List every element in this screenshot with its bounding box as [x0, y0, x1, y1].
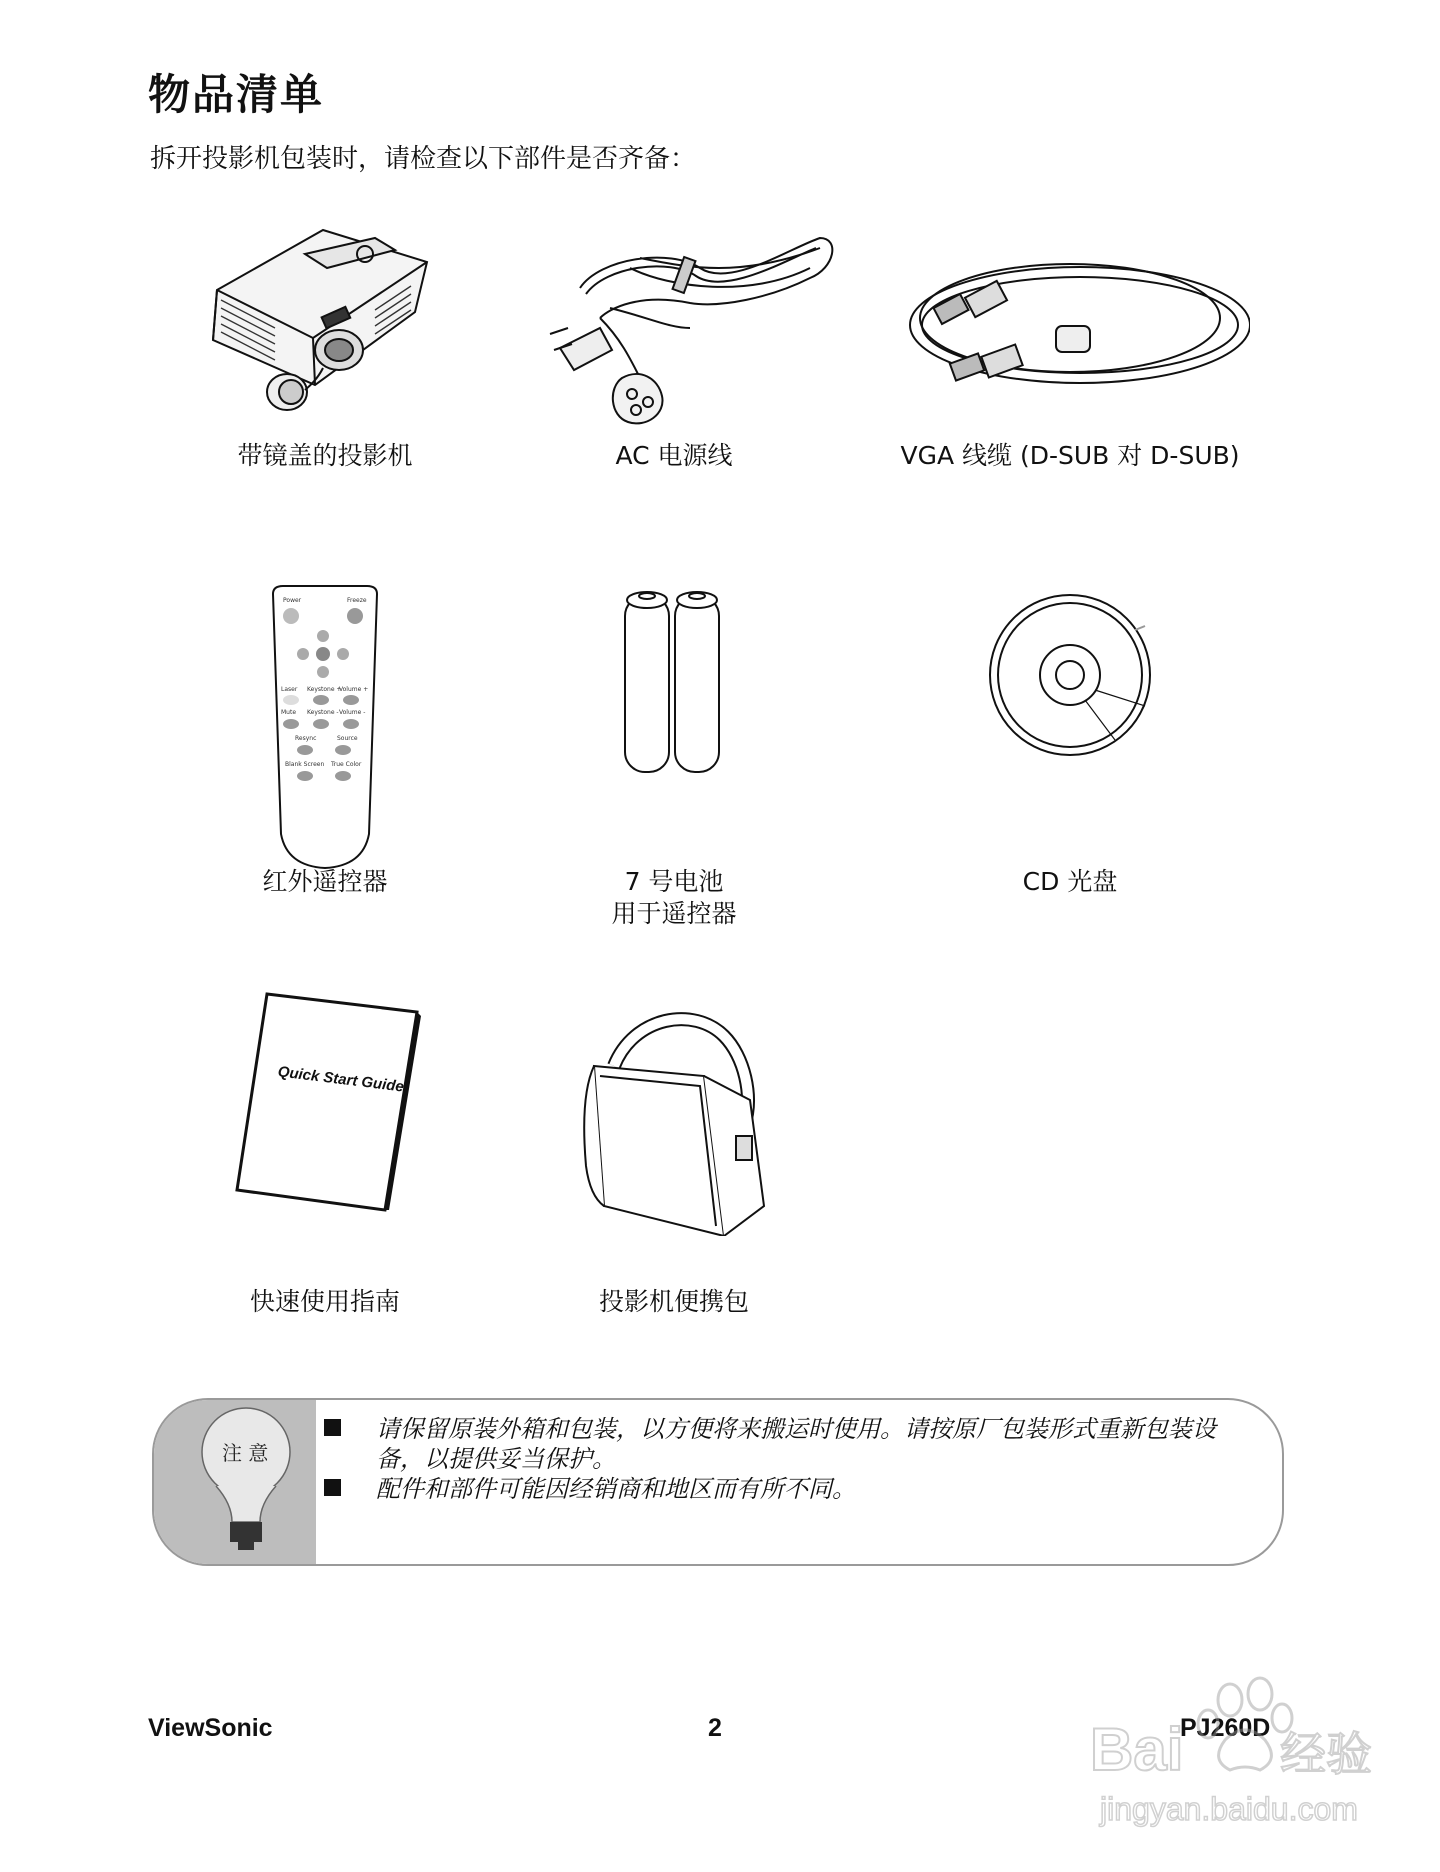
- note-list: [324, 1414, 1254, 1504]
- battery-label-line1: 7 号电池: [624, 867, 724, 896]
- item-batteries: [474, 586, 874, 778]
- remote-resync-label: Resync: [295, 735, 317, 742]
- remote-mute-label: Mute: [281, 709, 297, 716]
- note-badge-text: 注 意: [222, 1441, 269, 1465]
- note-box: [152, 1398, 1284, 1566]
- remote-blank-label: Blank Screen: [285, 761, 325, 768]
- item-label: 投影机便携包: [598, 1287, 749, 1316]
- footer-brand: ViewSonic: [148, 1714, 273, 1742]
- item-projector: [125, 220, 525, 430]
- cd-icon: [985, 590, 1155, 760]
- lightbulb-icon: [154, 1400, 316, 1564]
- batteries-icon: [619, 586, 729, 778]
- bullet-square-icon: [324, 1419, 341, 1436]
- battery-label-line2: 用于遥控器: [611, 899, 737, 928]
- item-guide: [125, 988, 525, 1218]
- page-title: 物品清单: [148, 70, 325, 119]
- power-cord-icon: [490, 228, 850, 428]
- note-sidebar: [154, 1400, 316, 1564]
- footer-model: PJ260D: [1180, 1714, 1271, 1742]
- guide-cover-title: Quick Start Guide: [276, 1063, 405, 1096]
- projector-icon: [205, 220, 445, 430]
- item-remote: [125, 584, 525, 870]
- item-label: VGA 线缆 (D-SUB 对 D-SUB): [900, 441, 1240, 470]
- remote-volume-plus-label: Volume +: [339, 686, 369, 693]
- footer-page-number: 2: [708, 1714, 722, 1742]
- bullet-square-icon: [324, 1479, 341, 1496]
- remote-control-icon: [265, 584, 385, 870]
- item-label: 红外遥控器: [262, 867, 388, 896]
- carrying-bag-icon: [574, 1006, 774, 1236]
- item-label: [474, 866, 874, 930]
- remote-volume-minus-label: Volume -: [339, 709, 366, 716]
- remote-keystone-plus-label: Keystone +: [307, 686, 342, 693]
- baidu-paw-icon: [1080, 1660, 1380, 1840]
- remote-true-color-label: True Color: [331, 761, 362, 768]
- watermark-text2: 经验: [1280, 1727, 1372, 1781]
- watermark-text1: Bai: [1090, 1716, 1184, 1783]
- watermark-url: jingyan.baidu.com: [1100, 1791, 1358, 1827]
- vga-cable-icon: [890, 240, 1250, 410]
- item-label: 带镜盖的投影机: [237, 441, 413, 470]
- item-label: CD 光盘: [1022, 867, 1118, 896]
- remote-power-label: Power: [283, 597, 302, 604]
- remote-freeze-label: Freeze: [347, 597, 367, 604]
- remote-laser-label: Laser: [281, 686, 298, 693]
- item-bag: [474, 1006, 874, 1236]
- note-item: 请保留原装外箱和包装，以方便将来搬运时使用。请按原厂包装形式重新包装设备，以提供妥当保护。: [324, 1414, 1254, 1474]
- note-item: 配件和部件可能因经销商和地区而有所不同。: [324, 1474, 1254, 1504]
- intro-text: 拆开投影机包装时，请检查以下部件是否齐备：: [150, 144, 697, 174]
- item-power-cord: [470, 228, 870, 428]
- guide-booklet-icon: [225, 988, 425, 1218]
- item-cd: [870, 590, 1270, 760]
- item-vga-cable: [870, 240, 1270, 410]
- item-label: AC 电源线: [615, 441, 733, 470]
- remote-source-label: Source: [337, 735, 358, 742]
- baidu-watermark: [1080, 1660, 1380, 1840]
- item-label: 快速使用指南: [249, 1287, 400, 1316]
- remote-keystone-minus-label: Keystone -: [307, 709, 339, 716]
